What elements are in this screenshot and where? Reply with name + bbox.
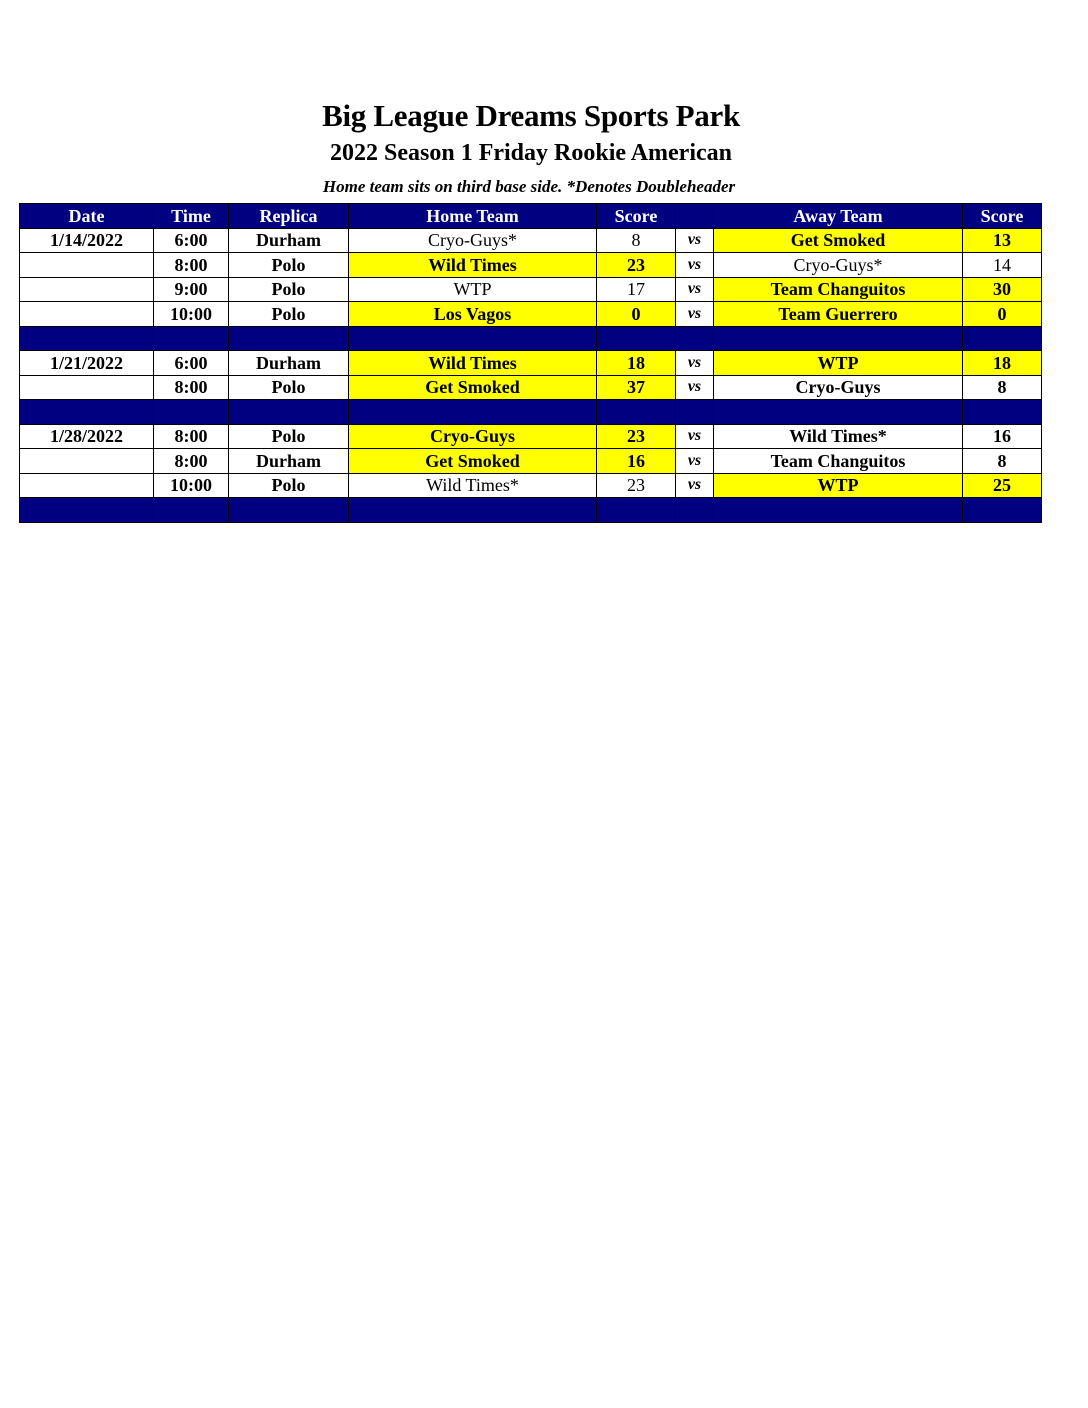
game-date bbox=[20, 449, 154, 474]
home-score: 16 bbox=[597, 449, 676, 474]
table-row bbox=[20, 473, 1042, 498]
away-team: Wild Times* bbox=[714, 424, 963, 449]
away-score: 13 bbox=[963, 228, 1042, 253]
table-row bbox=[20, 375, 1042, 400]
away-team: Team Changuitos bbox=[714, 449, 963, 474]
game-replica: Durham bbox=[229, 228, 349, 253]
vs-label: vs bbox=[676, 351, 714, 376]
home-score: 37 bbox=[597, 375, 676, 400]
game-replica: Polo bbox=[229, 253, 349, 278]
away-team: Team Changuitos bbox=[714, 277, 963, 302]
game-replica: Polo bbox=[229, 424, 349, 449]
vs-label: vs bbox=[676, 375, 714, 400]
week-separator bbox=[20, 400, 1042, 425]
col-away-team: Away Team bbox=[714, 204, 963, 229]
col-date: Date bbox=[20, 204, 154, 229]
vs-label: vs bbox=[676, 424, 714, 449]
away-team: WTP bbox=[714, 473, 963, 498]
col-vs bbox=[676, 204, 714, 229]
game-date bbox=[20, 277, 154, 302]
game-date bbox=[20, 253, 154, 278]
away-team: WTP bbox=[714, 351, 963, 376]
header-row bbox=[20, 204, 1042, 229]
game-replica: Polo bbox=[229, 375, 349, 400]
game-time: 8:00 bbox=[154, 253, 229, 278]
game-time: 8:00 bbox=[154, 449, 229, 474]
table-row bbox=[20, 424, 1042, 449]
game-time: 9:00 bbox=[154, 277, 229, 302]
game-time: 6:00 bbox=[154, 228, 229, 253]
home-team: Cryo-Guys* bbox=[349, 228, 597, 253]
away-score: 25 bbox=[963, 473, 1042, 498]
table-row bbox=[20, 253, 1042, 278]
table-row bbox=[20, 351, 1042, 376]
game-replica: Polo bbox=[229, 302, 349, 327]
game-replica: Durham bbox=[229, 351, 349, 376]
table-row bbox=[20, 228, 1042, 253]
doubleheader-note: Home team sits on third base side. *Denotes Doubleheader bbox=[322, 177, 736, 196]
table-row bbox=[20, 449, 1042, 474]
game-replica: Polo bbox=[229, 473, 349, 498]
vs-label: vs bbox=[676, 449, 714, 474]
game-date bbox=[20, 473, 154, 498]
week-separator bbox=[20, 326, 1042, 351]
away-score: 18 bbox=[963, 351, 1042, 376]
game-replica: Polo bbox=[229, 277, 349, 302]
home-team: Wild Times bbox=[349, 351, 597, 376]
table-row bbox=[20, 302, 1042, 327]
table-row bbox=[20, 277, 1042, 302]
game-time: 6:00 bbox=[154, 351, 229, 376]
home-team: Wild Times* bbox=[349, 473, 597, 498]
away-score: 8 bbox=[963, 449, 1042, 474]
col-away-score: Score bbox=[963, 204, 1042, 229]
away-team: Get Smoked bbox=[714, 228, 963, 253]
home-score: 23 bbox=[597, 473, 676, 498]
away-team: Cryo-Guys* bbox=[714, 253, 963, 278]
home-score: 18 bbox=[597, 351, 676, 376]
vs-label: vs bbox=[676, 302, 714, 327]
page-subtitle: 2022 Season 1 Friday Rookie American bbox=[330, 140, 732, 166]
game-date: 1/28/2022 bbox=[20, 424, 154, 449]
vs-label: vs bbox=[676, 473, 714, 498]
page-title: Big League Dreams Sports Park bbox=[322, 98, 740, 133]
home-team: Cryo-Guys bbox=[349, 424, 597, 449]
game-date bbox=[20, 375, 154, 400]
away-team: Team Guerrero bbox=[714, 302, 963, 327]
home-team: WTP bbox=[349, 277, 597, 302]
schedule-table bbox=[19, 203, 1042, 523]
game-date: 1/21/2022 bbox=[20, 351, 154, 376]
away-team: Cryo-Guys bbox=[714, 375, 963, 400]
away-score: 30 bbox=[963, 277, 1042, 302]
col-home-team: Home Team bbox=[349, 204, 597, 229]
game-date bbox=[20, 302, 154, 327]
game-replica: Durham bbox=[229, 449, 349, 474]
game-time: 10:00 bbox=[154, 302, 229, 327]
home-score: 0 bbox=[597, 302, 676, 327]
home-team: Get Smoked bbox=[349, 375, 597, 400]
away-score: 8 bbox=[963, 375, 1042, 400]
home-score: 23 bbox=[597, 253, 676, 278]
away-score: 16 bbox=[963, 424, 1042, 449]
home-team: Get Smoked bbox=[349, 449, 597, 474]
vs-label: vs bbox=[676, 253, 714, 278]
col-home-score: Score bbox=[597, 204, 676, 229]
game-date: 1/14/2022 bbox=[20, 228, 154, 253]
game-time: 8:00 bbox=[154, 375, 229, 400]
vs-label: vs bbox=[676, 228, 714, 253]
week-separator bbox=[20, 498, 1042, 523]
away-score: 0 bbox=[963, 302, 1042, 327]
home-score: 8 bbox=[597, 228, 676, 253]
col-replica: Replica bbox=[229, 204, 349, 229]
home-team: Los Vagos bbox=[349, 302, 597, 327]
game-time: 8:00 bbox=[154, 424, 229, 449]
home-score: 17 bbox=[597, 277, 676, 302]
home-score: 23 bbox=[597, 424, 676, 449]
vs-label: vs bbox=[676, 277, 714, 302]
away-score: 14 bbox=[963, 253, 1042, 278]
game-time: 10:00 bbox=[154, 473, 229, 498]
home-team: Wild Times bbox=[349, 253, 597, 278]
col-time: Time bbox=[154, 204, 229, 229]
